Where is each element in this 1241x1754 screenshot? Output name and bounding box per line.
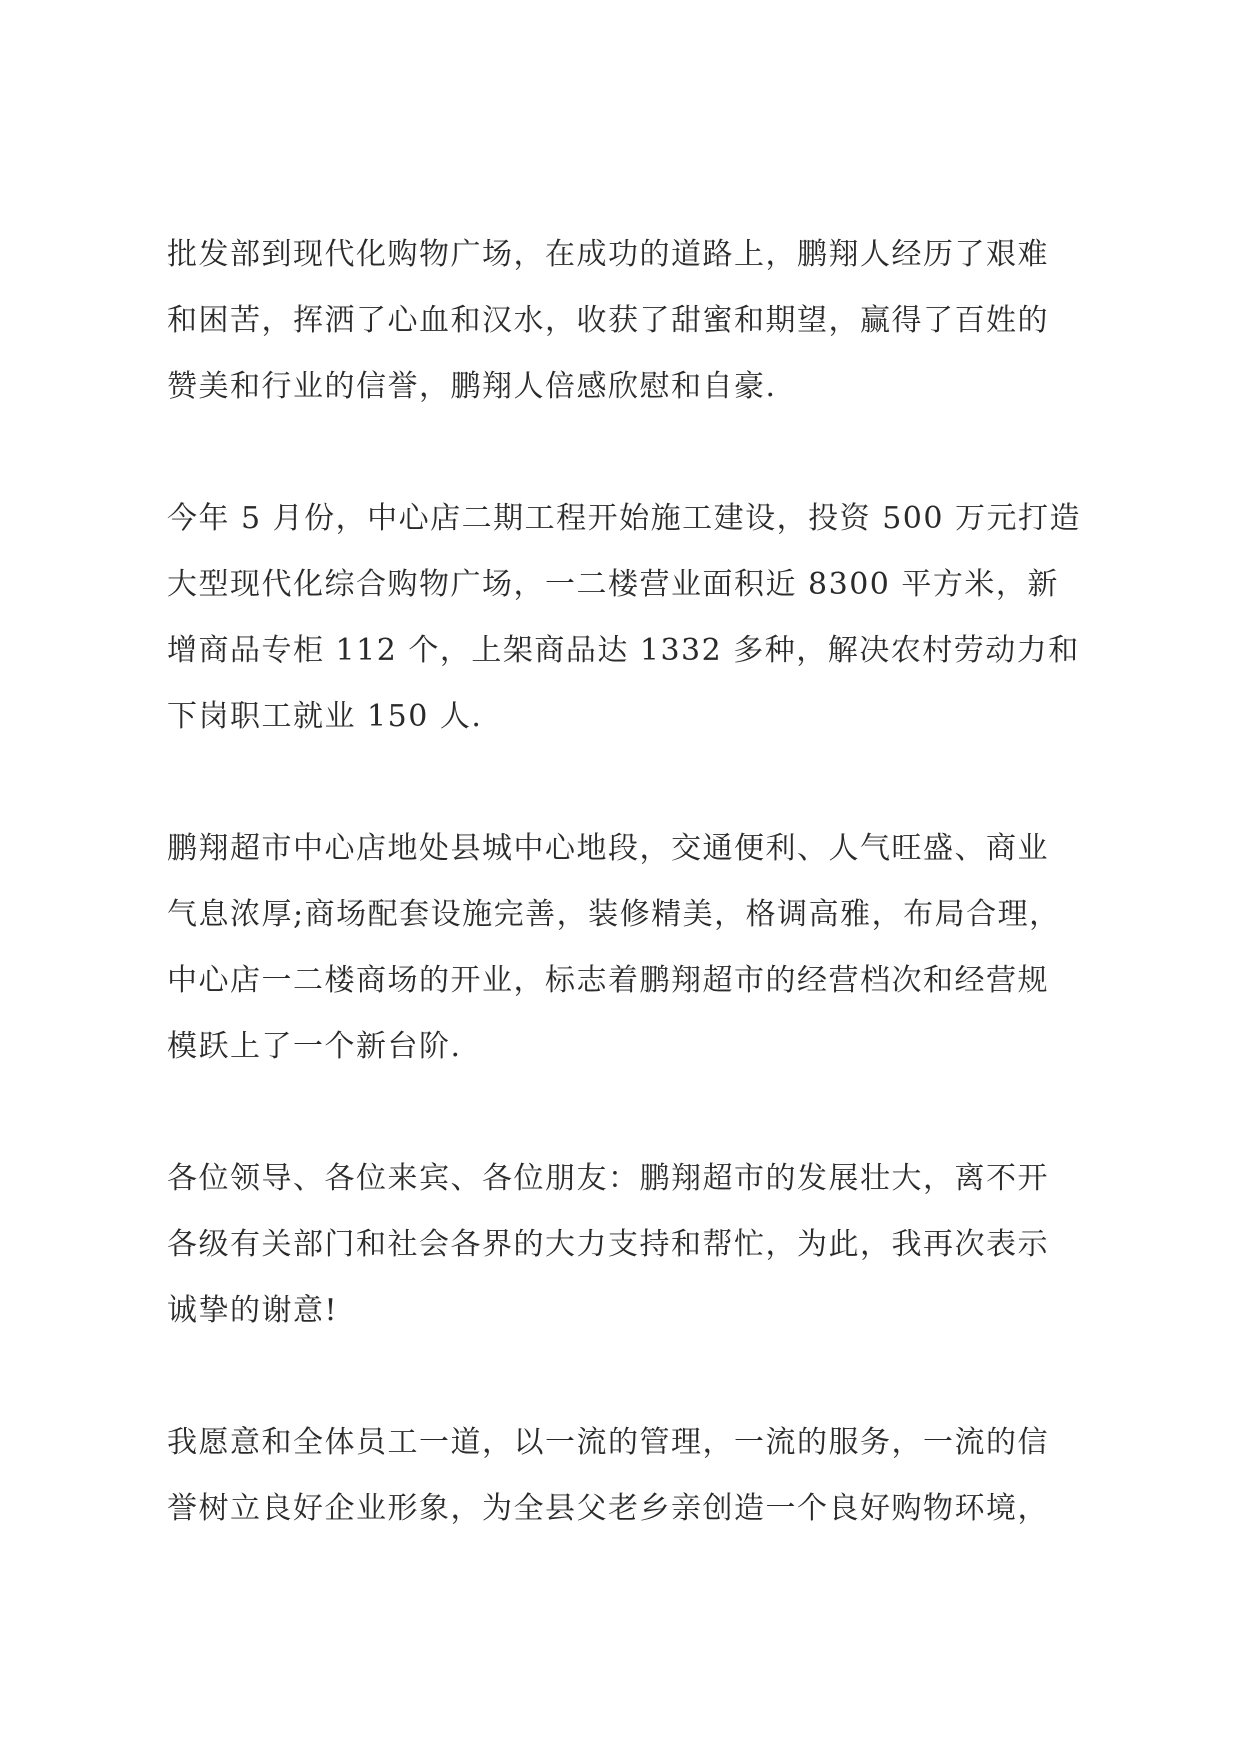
paragraph-line: 诚挚的谢意! — [167, 1293, 339, 1328]
paragraph-1 — [167, 222, 1087, 420]
paragraph-line: 下岗职工就业 150 人. — [167, 699, 483, 734]
paragraph-line: 增商品专柜 112 个，上架商品达 1332 多种，解决农村劳动力和 — [167, 633, 1080, 668]
paragraph-line: 我愿意和全体员工一道，以一流的管理，一流的服务，一流的信 — [167, 1425, 1049, 1460]
paragraph-3 — [167, 816, 1087, 1080]
paragraph-line: 各位领导、各位来宾、各位朋友：鹏翔超市的发展壮大，离不开 — [167, 1161, 1049, 1196]
paragraph-line: 中心店一二楼商场的开业，标志着鹏翔超市的经营档次和经营规 — [167, 963, 1049, 998]
paragraph-4 — [167, 1146, 1087, 1344]
paragraph-line: 赞美和行业的信誉，鹏翔人倍感欣慰和自豪. — [167, 369, 777, 404]
paragraph-line: 誉树立良好企业形象，为全县父老乡亲创造一个良好购物环境， — [167, 1491, 1049, 1526]
paragraph-2 — [167, 486, 1087, 750]
paragraph-line: 今年 5 月份，中心店二期工程开始施工建设，投资 500 万元打造 — [167, 501, 1081, 536]
paragraph-line: 各级有关部门和社会各界的大力支持和帮忙，为此，我再次表示 — [167, 1227, 1049, 1262]
paragraph-line: 批发部到现代化购物广场，在成功的道路上，鹏翔人经历了艰难 — [167, 237, 1049, 272]
paragraph-line: 大型现代化综合购物广场，一二楼营业面积近 8300 平方米，新 — [167, 567, 1059, 602]
paragraph-line: 和困苦，挥洒了心血和汉水，收获了甜蜜和期望，赢得了百姓的 — [167, 303, 1049, 338]
paragraph-line: 鹏翔超市中心店地处县城中心地段，交通便利、人气旺盛、商业 — [167, 831, 1049, 866]
document-body — [167, 222, 1087, 1608]
paragraph-line: 模跃上了一个新台阶. — [167, 1029, 462, 1064]
paragraph-5 — [167, 1410, 1087, 1542]
paragraph-line: 气息浓厚;商场配套设施完善，装修精美，格调高雅，布局合理， — [167, 897, 1061, 932]
